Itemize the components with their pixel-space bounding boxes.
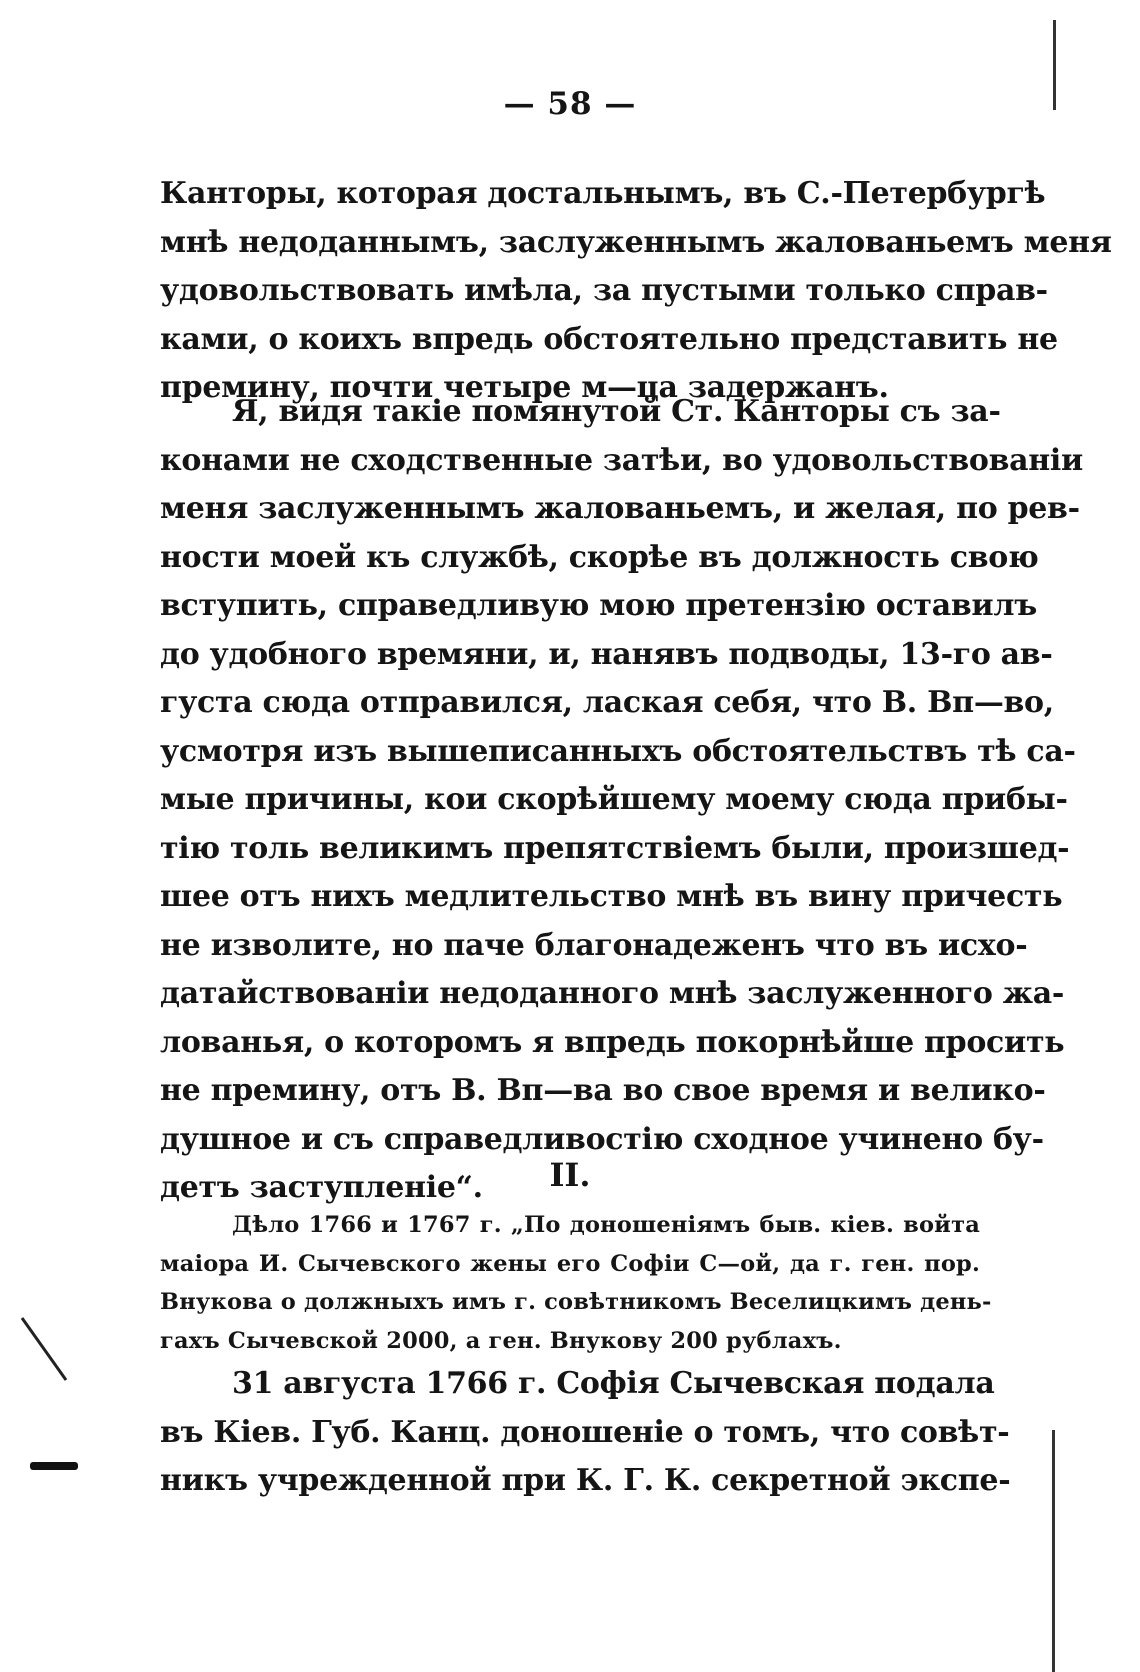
text-line: Я, видя такіе помянутой Ст. Канторы съ за- <box>232 394 1001 429</box>
text-line: 31 августа 1766 г. Софiя Сычевская подала <box>232 1366 995 1401</box>
paragraph-2 <box>160 388 1083 1213</box>
text-line: шее отъ нихъ медлительство мнѣ въ вину причесть <box>160 879 1063 914</box>
scan-artifact-edge-bottom <box>1052 1430 1055 1672</box>
text-line: лованья, о которомъ я впредь покорнѣйше просить <box>160 1024 1065 1060</box>
text-line: мые причины, кои скорѣйшему моему сюда прибы- <box>160 782 1068 817</box>
case-title <box>160 1206 992 1360</box>
text-line: датайствованіи недоданного мнѣ заслуженного жа- <box>160 976 1064 1011</box>
text-line: до удобного времяни, и, нанявъ подводы, 13-го ав- <box>160 636 1053 672</box>
paragraph-1 <box>160 170 1112 413</box>
text-line: конами не сходственные затѣи, во удовольствованіи <box>160 442 1083 478</box>
text-line: не изволите, но паче благонадеженъ что въ исхо- <box>160 927 1028 963</box>
text-line: Дѣло 1766 и 1767 г. „По доношеніямъ быв. кiев. войта <box>232 1212 980 1238</box>
text-line: никъ учрежденной при К. Г. К. секретной экспе- <box>160 1463 1011 1498</box>
text-line: Внукова о должныхъ имъ г. совѣтникомъ Веселицкимъ день- <box>160 1289 992 1315</box>
text-line: удовольствовать имѣла, за пустыми только справ- <box>160 273 1048 308</box>
scan-artifact-dash <box>30 1462 78 1470</box>
text-line: Канторы, которая достальнымъ, въ С.-Петербургѣ <box>160 176 1046 211</box>
page-number: — 58 — <box>503 86 637 122</box>
text-line: премину, почти четыре м—ца задержанъ. <box>160 370 889 405</box>
scan-artifact-diagonal <box>22 1318 66 1380</box>
text-line: не премину, отъ В. Вп—ва во свое время и велико- <box>160 1073 1046 1108</box>
text-line: ками, о коихъ впредь обстоятельно представить не <box>160 321 1058 357</box>
paragraph-3 <box>160 1360 1011 1506</box>
text-line: въ Кiев. Губ. Канц. доношенiе о томъ, что совѣт- <box>160 1414 1010 1450</box>
text-line: ности моей къ службѣ, скорѣе въ должность свою <box>160 539 1039 575</box>
text-line: гахъ Сычевской 2000, а ген. Внукову 200 рублахъ. <box>160 1327 842 1354</box>
text-line: меня заслуженнымъ жалованьемъ, и желая, по рев- <box>160 491 1080 526</box>
text-line: тію толь великимъ препятствіемъ были, произшед- <box>160 830 1070 866</box>
text-line: вступить, справедливую мою претензію оставилъ <box>160 588 1037 623</box>
text-line: душное и съ справедливостію сходное учинено бу- <box>160 1121 1044 1157</box>
text-line: детъ заступленіе“. <box>160 1170 483 1205</box>
text-line: усмотря изъ вышеписанныхъ обстоятельствъ тѣ са- <box>160 733 1076 769</box>
text-line: мнѣ недоданнымъ, заслуженнымъ жалованьемъ меня <box>160 224 1112 260</box>
section-number: II. <box>549 1156 591 1194</box>
text-line: густа сюда отправился, лаская себя, что В. Вп—во, <box>160 685 1054 720</box>
text-line: маiора И. Сычевского жены его Софiи С—ой, да г. ген. пор. <box>160 1250 980 1277</box>
